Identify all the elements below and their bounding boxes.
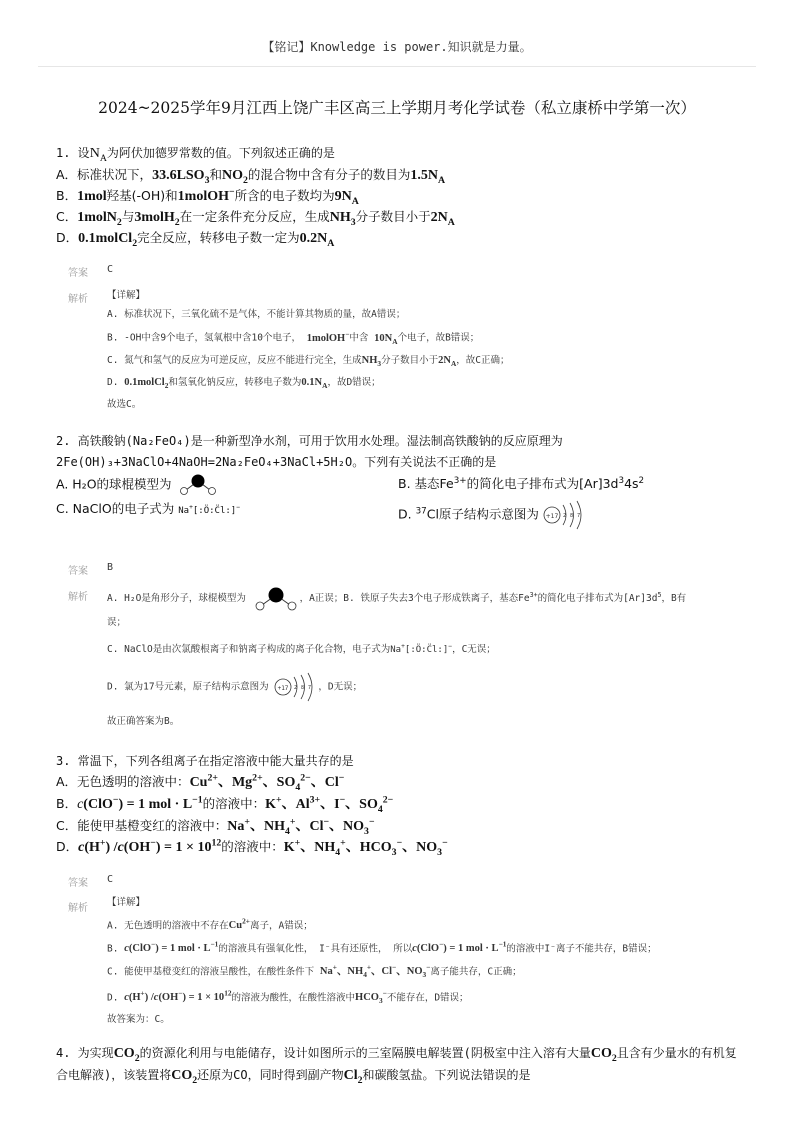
q3-analysis-label: 解析 bbox=[68, 903, 88, 914]
svg-text:7: 7 bbox=[308, 684, 312, 691]
page-header: 【铭记】Knowledge is power.知识就是力量。 bbox=[262, 40, 532, 54]
q3-answer: C bbox=[107, 874, 114, 885]
q1-option-d: D．0.1molCl$_2$完全反应，转移电子数一定为$0.2N_A$ bbox=[56, 230, 335, 249]
q2-explanation: A. H₂O是角形分子，球棍模型为 ，A正误；B. 铁原子失去3个电子形成铁离子，基态$Fe^{3+}$的简化电子排布式为$[Ar]3d^5$，B有 误； C. NaClO是由次氯酸根离子和钠离子构成的离子化合物，电子式为Na+[:Ö:C̈l:]−，C无误； D. 氯为17号元素，原子结构示意图为 +17 2 8 7 ，D无误； 故正确答案为B。 bbox=[107, 585, 686, 732]
q3-answer-label: 答案 bbox=[68, 878, 88, 889]
q2-option-d: D. $^{37}$Cl原子结构示意图为 +17 2 8 7 bbox=[398, 500, 587, 530]
svg-text:+17: +17 bbox=[545, 513, 559, 520]
cl-atom-diagram bbox=[543, 500, 587, 530]
svg-text:8: 8 bbox=[569, 513, 574, 519]
q1-option-a: A．标准状况下，$33.6LSO_3$和$NO_2$的混合物中含有分子的数目为$1.5N_A$ bbox=[56, 167, 446, 186]
q2-option-b: B. 基态$Fe^{3+}$的简化电子排布式为$[Ar]3d^34s^2$ bbox=[398, 475, 645, 491]
q1-analysis-label: 解析 bbox=[68, 294, 88, 305]
water-ball-stick-model-2 bbox=[252, 587, 300, 611]
q3-explanation: 【详解】 A. 无色透明的溶液中不存在$Cu^{2+}$离子，A错误； B. c(ClO−) = 1 mol · $L^{-1}$的溶液具有强氧化性， I⁻具有还原性， 所以c(ClO−) = 1 mol · $L^{-1}$的溶液中I⁻离子不能共存，B错误； C. 能使甲基橙变红的溶液呈酸性，在酸性条件下 Na+、$NH_4^+$、Cl−、$NO_3^-$离子能共存，C正确； D. c(H+) $/c(OH^-) = 1 \times 10^{12}$的溶液为酸性，在酸性溶液中$HCO_3^-$不能存在，D错误； 故答案为：C。 bbox=[107, 897, 657, 1025]
q2-answer: B bbox=[107, 562, 114, 573]
q2-answer-label: 答案 bbox=[68, 566, 88, 577]
water-ball-stick-model bbox=[176, 474, 220, 496]
q4-stem-line2: 合电解液)，该装置将$CO_2$还原为CO，同时得到副产物$Cl_2$和碳酸氢盐。下列说法错误的是 bbox=[56, 1068, 531, 1086]
cl-atom-diagram-2 bbox=[274, 672, 318, 702]
svg-text:2: 2 bbox=[562, 513, 567, 519]
q1-explanation: 【详解】 A. 标准状况下，三氧化硫不是气体，不能计算其物质的量，故A错误； B. -OH中含9个电子，氢氧根中含10个电子， 1molOH−中含 $10N_A$个电子，故B错误； C. 氮气和氢气的反应为可逆反应，反应不能进行完全，生成$NH_3$分子数目小于$2N_A$，故C正确； D. 0.1molCl$_2$和氢氧化钠反应，转移电子数为$0.1N_A$，故D错误； 故选C。 bbox=[107, 290, 510, 410]
svg-text:2: 2 bbox=[294, 684, 298, 691]
q1-stem: 1. 设$N_A$为阿伏加德罗常数的值。下列叙述正确的是 bbox=[56, 146, 335, 164]
q3-stem: 3. 常温下，下列各组离子在指定溶液中能大量共存的是 bbox=[56, 754, 354, 768]
q1-answer-label: 答案 bbox=[68, 268, 88, 279]
header-divider bbox=[38, 66, 756, 67]
svg-text:+17: +17 bbox=[277, 684, 289, 692]
q2-option-c: C. NaClO的电子式为 Na+[:Ö:C̈l:]− bbox=[56, 501, 241, 516]
q1-option-b: B．1mol羟基(-OH)和1molOH−所含的电子数均为$9N_A$ bbox=[56, 186, 359, 207]
q1-option-c: C．1molN$_2$与3molH$_2$在一定条件充分反应，生成$NH_3$分子数目小于$2N_A$ bbox=[56, 209, 455, 228]
naclo-electron-formula: Na+[:Ö:C̈l:]− bbox=[178, 504, 241, 516]
q2-option-a: A. H₂O的球棍模型为 bbox=[56, 474, 220, 496]
svg-text:7: 7 bbox=[576, 513, 581, 519]
q4-stem-line1: 4. 为实现$CO_2$的资源化利用与电能储存，设计如图所示的三室隔膜电解装置(阴极室中注入溶有大量$CO_2$且含有少量水的有机复 bbox=[56, 1046, 737, 1064]
q3-option-b: B．c(ClO−) = 1 mol · $L^{-1}$的溶液中：K+、$Al^{3+}$、I−、$SO_4^{2-}$ bbox=[56, 794, 394, 815]
page-title: 2024~2025学年9月江西上饶广丰区高三上学期月考化学试卷（私立康桥中学第一次） bbox=[98, 99, 696, 117]
q2-stem-line2: 2Fe(OH)₃+3NaClO+4NaOH=2Na₂FeO₄+3NaCl+5H₂O。下列有关说法不正确的是 bbox=[56, 455, 497, 469]
svg-text:8: 8 bbox=[301, 684, 305, 691]
q3-option-a: A．无色透明的溶液中：$Cu^{2+}$、$Mg^{2+}$、$SO_4^{2-}$、Cl− bbox=[56, 772, 345, 793]
q2-stem-line1: 2. 高铁酸钠(Na₂FeO₄)是一种新型净水剂，可用于饮用水处理。湿法制高铁酸钠的反应原理为 bbox=[56, 434, 563, 448]
q2-analysis-label: 解析 bbox=[68, 592, 88, 603]
q1-answer: C bbox=[107, 264, 114, 275]
q3-option-d: D．c(H+) $/c(OH^-) = 1 \times 10^{12}$的溶液中：K+、$NH_4^+$、$HCO_3^-$、$NO_3^-$ bbox=[56, 837, 448, 858]
q3-option-c: C．能使甲基橙变红的溶液中：Na+、$NH_4^+$、Cl−、$NO_3^-$ bbox=[56, 816, 375, 837]
